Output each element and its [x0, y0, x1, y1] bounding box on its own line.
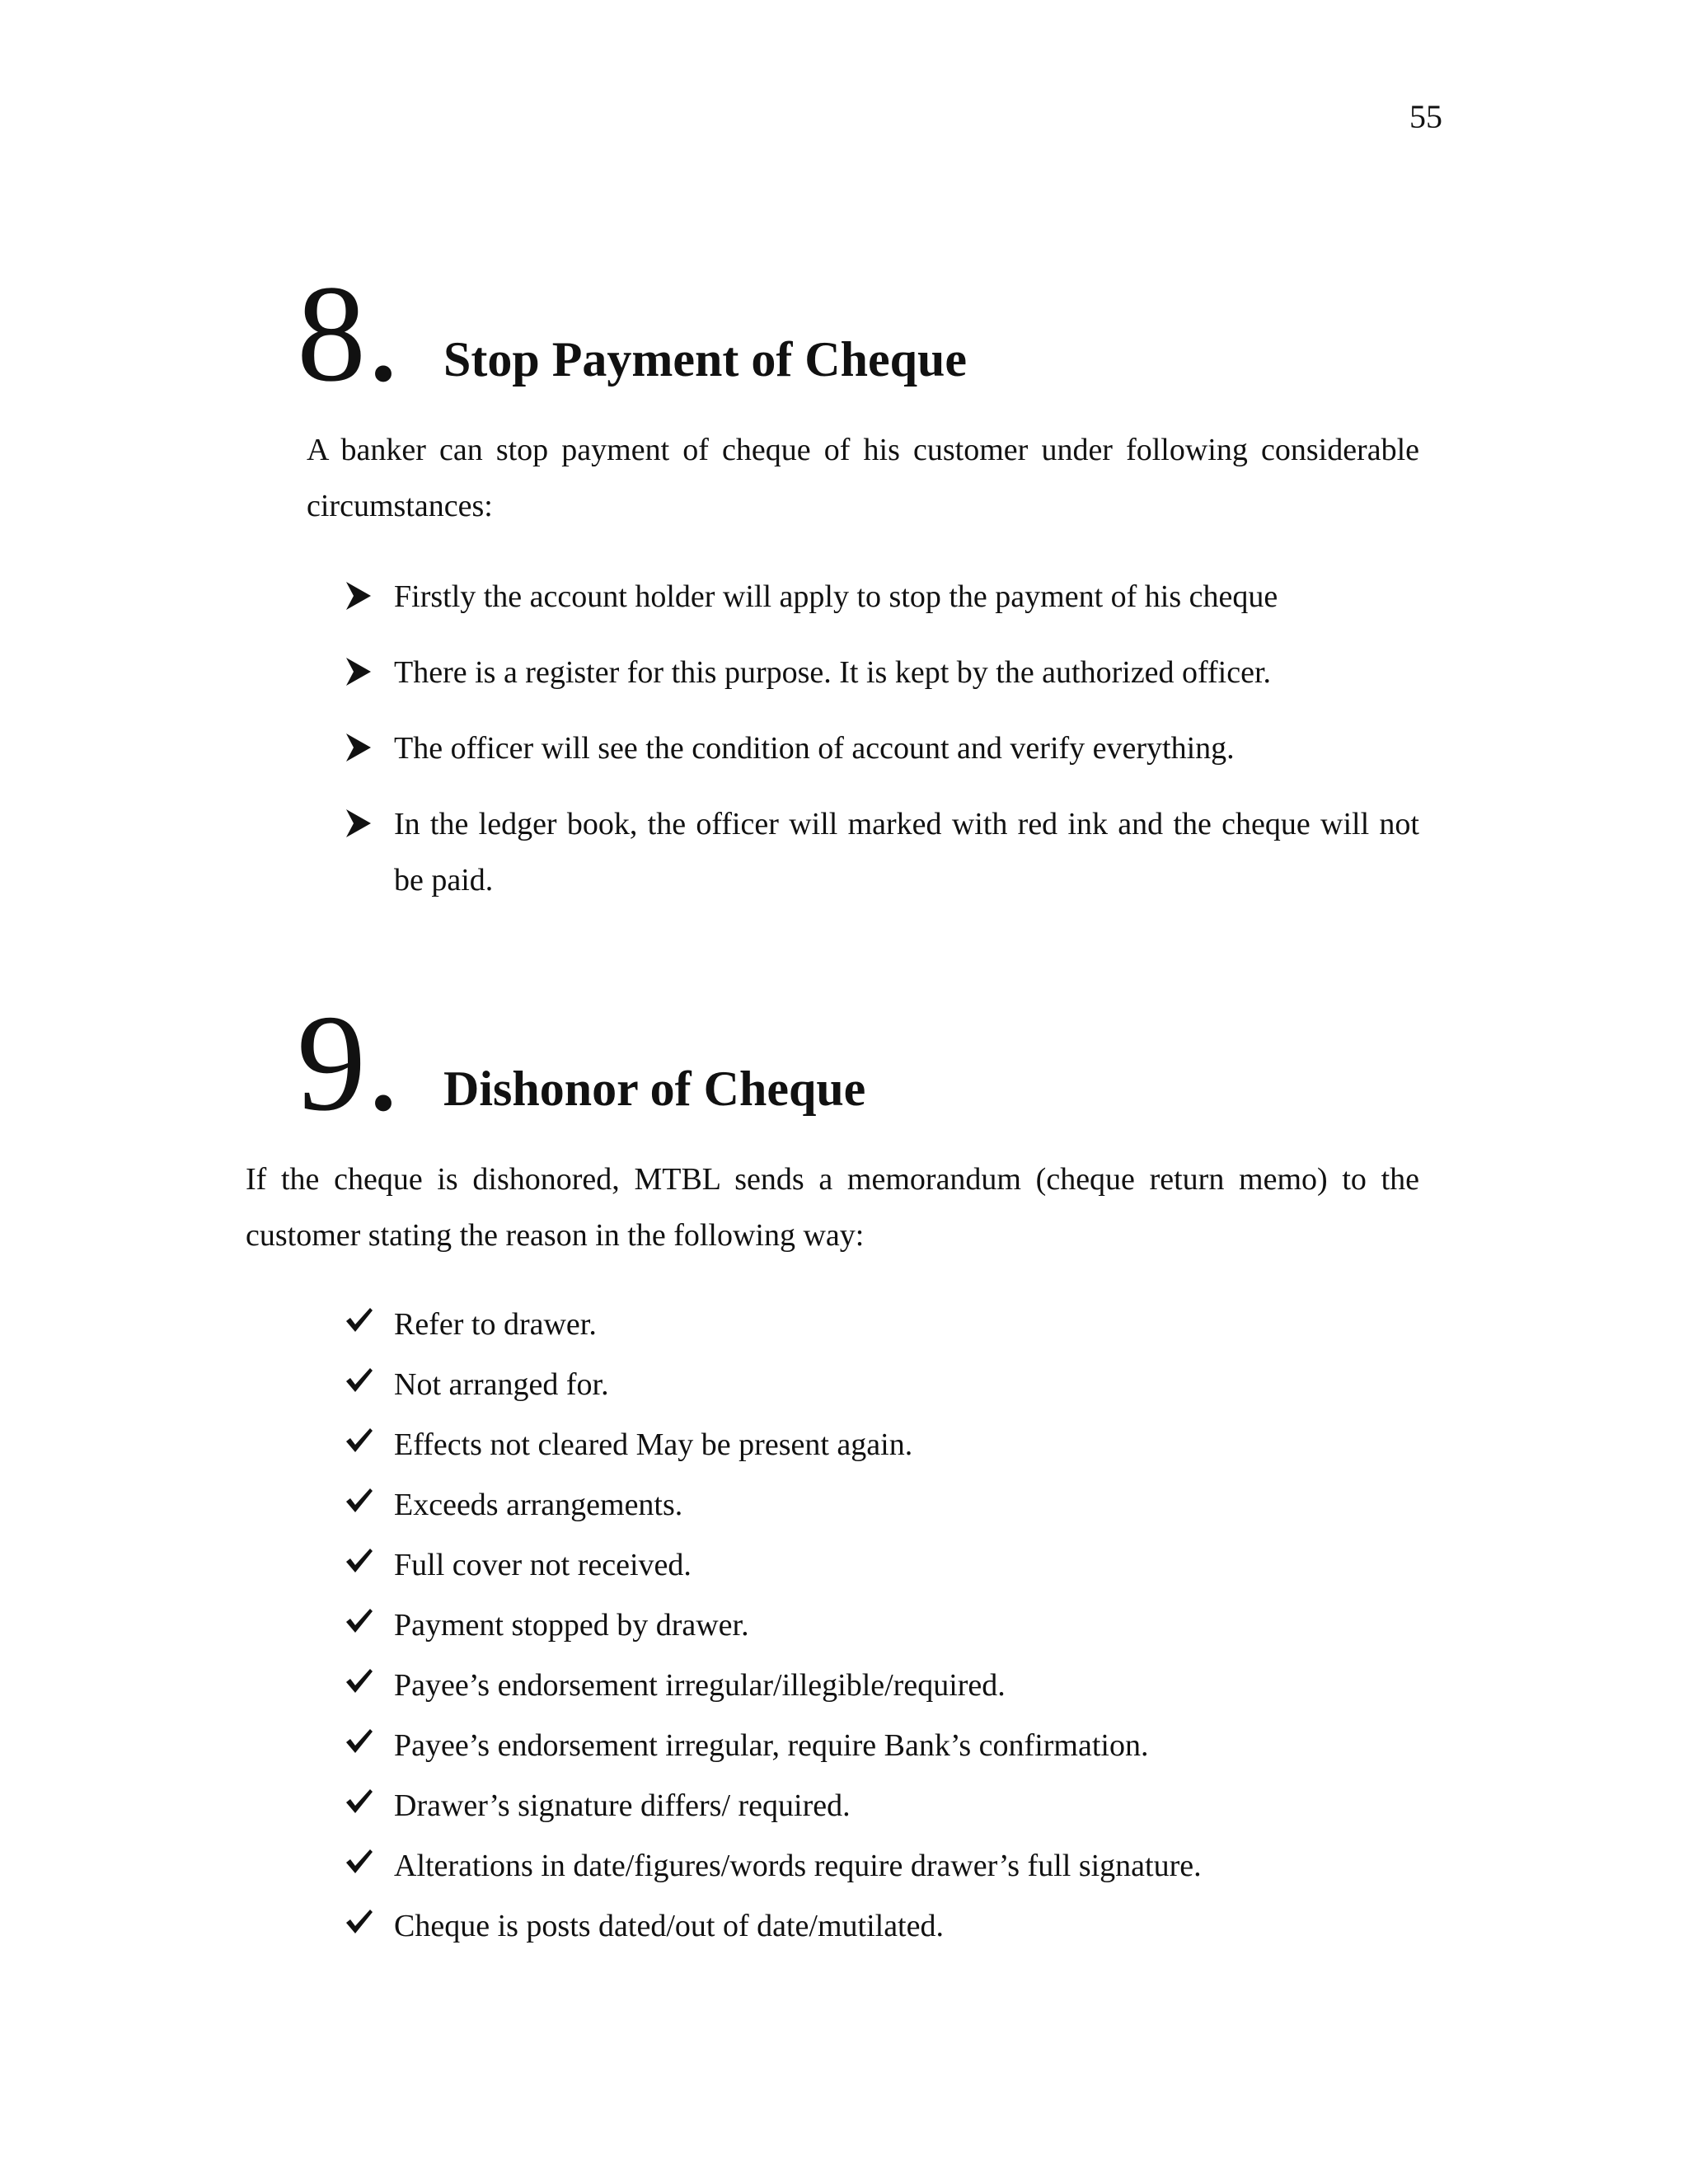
list-item-text: Payee’s endorsement irregular, require Bank’s confirmation.	[394, 1728, 1149, 1763]
list-item-text: Exceeds arrangements.	[394, 1488, 683, 1522]
list-item-text: There is a register for this purpose. It is kept by the authorized officer.	[394, 655, 1272, 690]
stop-payment-list	[345, 569, 1419, 928]
list-item	[345, 644, 1419, 701]
list-item-text: The officer will see the condition of account and verify everything.	[394, 731, 1235, 766]
list-item-text: In the ledger book, the officer will marked with red ink and the cheque will not be paid.	[394, 807, 1419, 898]
list-item-text: Drawer’s signature differs/ required.	[394, 1788, 851, 1823]
list-item	[345, 1896, 1419, 1957]
checkmark-bullet-icon	[345, 1896, 381, 1957]
arrowhead-bullet-icon	[345, 644, 381, 701]
checkmark-bullet-icon	[345, 1355, 381, 1415]
page-number: 55	[1409, 98, 1442, 135]
list-item	[345, 1295, 1419, 1355]
list-item	[345, 569, 1419, 625]
arrowhead-bullet-icon	[345, 720, 381, 776]
checkmark-bullet-icon	[345, 1475, 381, 1535]
checkmark-bullet-icon	[345, 1656, 381, 1716]
list-item	[345, 1596, 1419, 1656]
list-item-text: Cheque is posts dated/out of date/mutilated.	[394, 1909, 944, 1943]
list-item-text: Payee’s endorsement irregular/illegible/required.	[394, 1668, 1006, 1703]
checkmark-bullet-icon	[345, 1415, 381, 1475]
list-item	[345, 1535, 1419, 1596]
list-item-text: Alterations in date/figures/words require drawer’s full signature.	[394, 1849, 1202, 1883]
list-item	[345, 1415, 1419, 1475]
checkmark-bullet-icon	[345, 1776, 381, 1836]
list-item-text: Not arranged for.	[394, 1367, 609, 1402]
list-item	[345, 1475, 1419, 1535]
arrowhead-bullet-icon	[345, 796, 381, 852]
list-item-text: Effects not cleared May be present again.	[394, 1427, 913, 1462]
checkmark-bullet-icon	[345, 1596, 381, 1656]
checkmark-bullet-icon	[345, 1295, 381, 1355]
arrowhead-bullet-icon	[345, 569, 381, 625]
list-item	[345, 1716, 1419, 1776]
list-item	[345, 796, 1419, 908]
section-number: 8.	[297, 257, 401, 410]
list-item	[345, 1656, 1419, 1716]
list-item	[345, 1355, 1419, 1415]
section-title: Dishonor of Cheque	[443, 1062, 866, 1116]
list-item-text: Firstly the account holder will apply to stop the payment of his cheque	[394, 579, 1278, 614]
checkmark-bullet-icon	[345, 1836, 381, 1896]
list-item-text: Payment stopped by drawer.	[394, 1608, 749, 1643]
section-intro-paragraph: A banker can stop payment of cheque of his customer under following considerable circumstances:	[307, 433, 1419, 523]
list-item-text: Full cover not received.	[394, 1548, 692, 1582]
section-intro-paragraph: If the cheque is dishonored, MTBL sends a memorandum (cheque return memo) to the customer stating the reason in the following way:	[246, 1162, 1419, 1253]
dishonor-reasons-list	[345, 1295, 1419, 1957]
section-number: 9.	[297, 987, 401, 1140]
section-title: Stop Payment of Cheque	[443, 332, 968, 387]
list-item-text: Refer to drawer.	[394, 1307, 597, 1342]
checkmark-bullet-icon	[345, 1535, 381, 1596]
list-item	[345, 1836, 1419, 1896]
checkmark-bullet-icon	[345, 1716, 381, 1776]
list-item	[345, 1776, 1419, 1836]
list-item	[345, 720, 1419, 776]
